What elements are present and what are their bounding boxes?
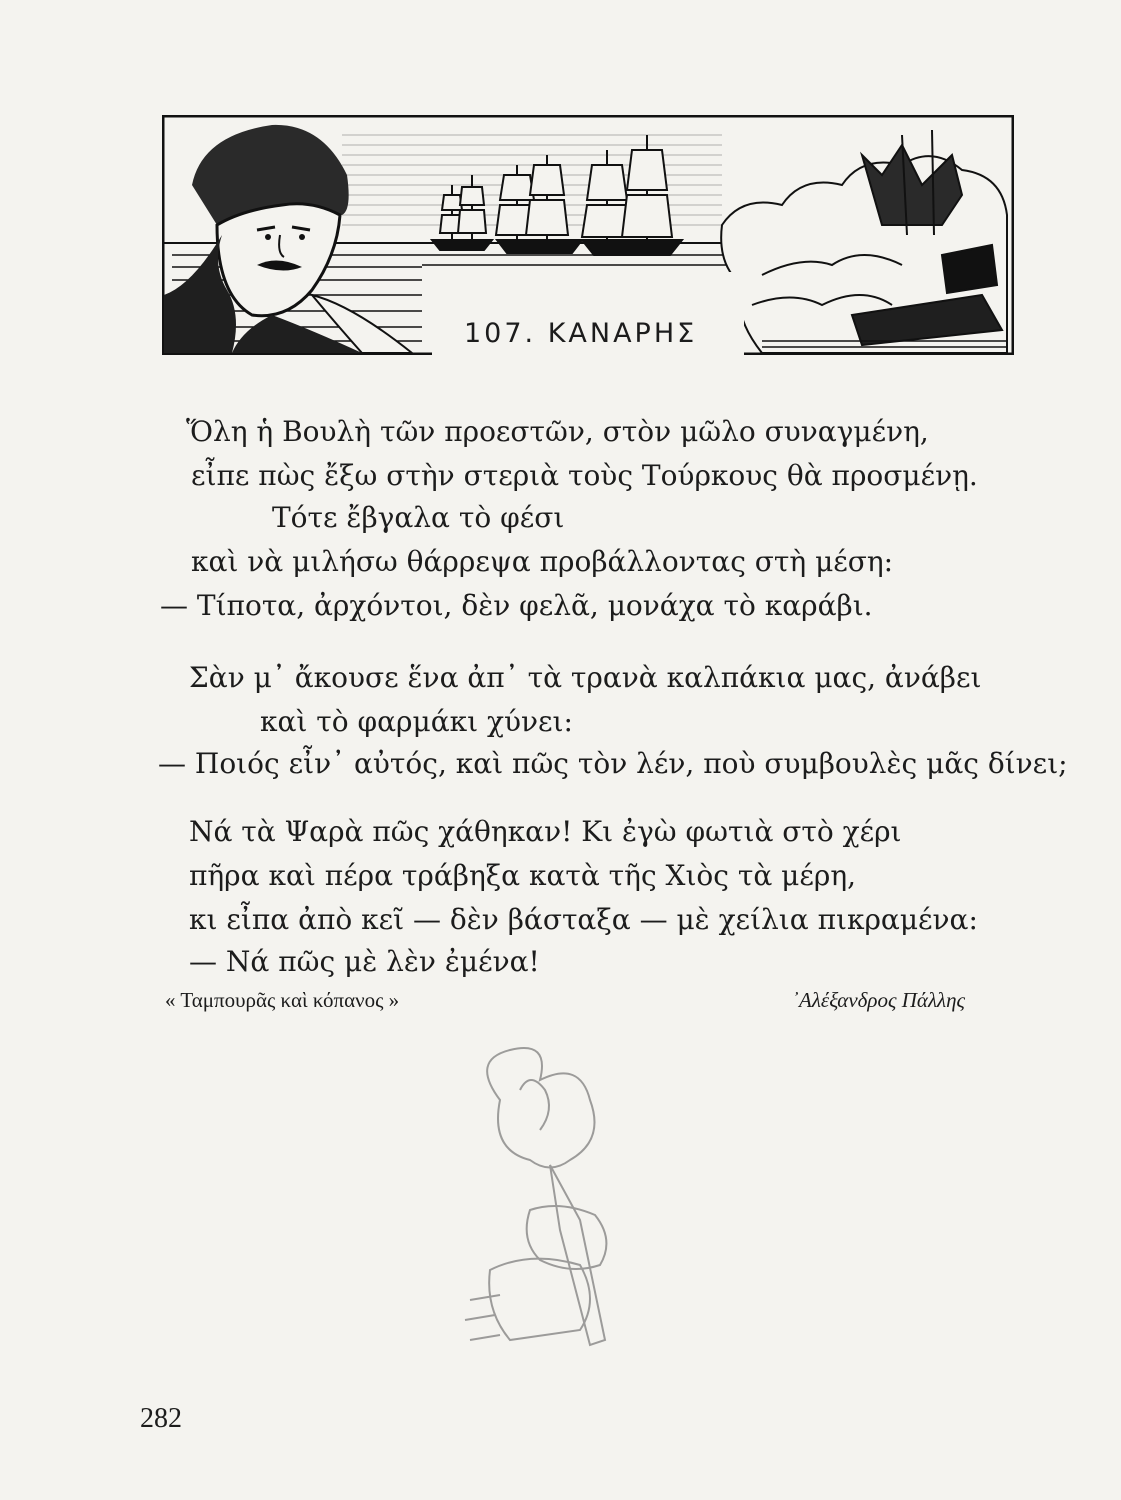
poem-line: κι εἶπα ἀπὸ κεῖ — δὲν βάσταξα — μὲ χείλια πικραμένα: <box>189 903 978 936</box>
poem-line: Νά τὰ Ψαρὰ πῶς χάθηκαν! Κι ἐγὼ φωτιὰ στὸ χέρι <box>189 815 902 848</box>
poem-line: — Ποιός εἶν᾿ αὐτός, καὶ πῶς τὸν λέν, ποὺ συμβουλὲς μᾶς δίνει; <box>158 747 1068 780</box>
author-name: ᾿Αλέξανδρος Πάλλης <box>792 988 966 1012</box>
poem-line: Σὰν μ᾿ ἄκουσε ἕνα ἀπ᾿ τὰ τρανὰ καλπάκια μας, ἀνάβει <box>189 661 982 694</box>
page-number: 282 <box>140 1403 182 1434</box>
chapter-title: 107. ΚΑΝΑΡΗΣ <box>464 318 698 349</box>
torch-hand-illustration <box>430 1040 670 1364</box>
poem-line: καὶ νὰ μιλήσω θάρρεψα προβάλλοντας στὴ μέση: <box>191 545 894 578</box>
poem-line: Τότε ἔβγαλα τὸ φέσι <box>272 501 565 534</box>
poem-line: Ὅλη ἡ Βουλὴ τῶν προεστῶν, στὸν μῶλο συναγμένη, <box>186 415 929 448</box>
poem-line: εἶπε πὼς ἔξω στὴν στεριὰ τοὺς Τούρκους θὰ προσμένῃ. <box>191 459 978 492</box>
poem-line: καὶ τὸ φαρμάκι χύνει: <box>260 705 573 738</box>
poem-line: — Νά πῶς μὲ λὲν ἐμένα! <box>189 945 540 978</box>
poem-line: πῆρα καὶ πέρα τράβηξα κατὰ τῆς Χιὸς τὰ μέρη, <box>189 859 857 892</box>
source-attribution: « Ταμπουρᾶς καὶ κόπανος » <box>165 988 400 1012</box>
poem-line: — Τίποτα, ἀρχόντοι, δὲν φελᾶ, μονάχα τὸ καράβι. <box>160 589 873 622</box>
